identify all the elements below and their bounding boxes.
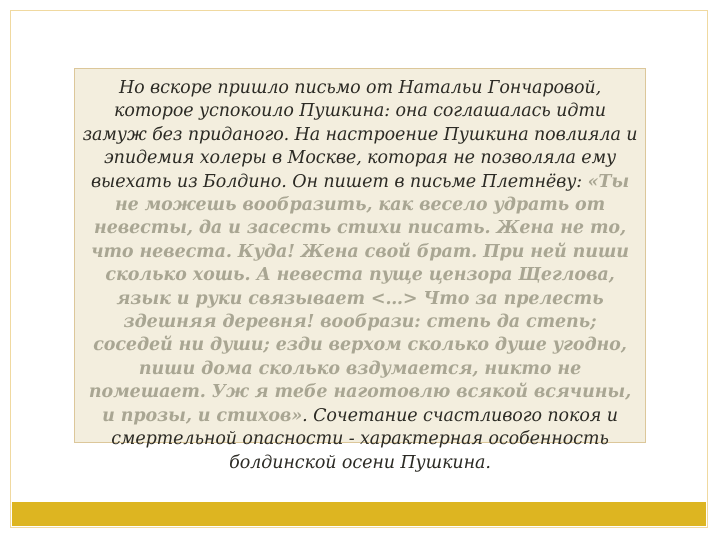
body-paragraph [81,77,639,475]
pushkin-quote: «Ты не можешь вообразить, как весело удрать от невесты, да и засесть стихи писать. Жена не то, что невеста. Куда! Жена свой брат. При ней пиши сколько хошь. А невеста пуще цензора Щеглова, язык и руки связывает <…> Что за прелесть здешняя деревня! вообрази: степь да степь; соседей ни души; езди верхом сколько душе угодно, пиши дома сколько вздумается, никто не помешает. Уж я тебе наготовлю всякой всячины, и прозы, и стихов» [88,171,632,426]
bottom-accent-bar [12,502,706,526]
intro-text: Но вскоре пришло письмо от Натальи Гончаровой, которое успокоило Пушкина: она соглашалась идти замуж без приданого. На настроение Пушкина повлияла и эпидемия холеры в Москве, которая не позволяла ему выехать из Болдино. Он пишет в письме Плетнёву: [82,78,638,192]
text-box [74,68,646,473]
outro-text: . Сочетание счастливого покоя и смертельной опасности - характерная особенность болдинской осени Пушкина. [111,405,618,473]
